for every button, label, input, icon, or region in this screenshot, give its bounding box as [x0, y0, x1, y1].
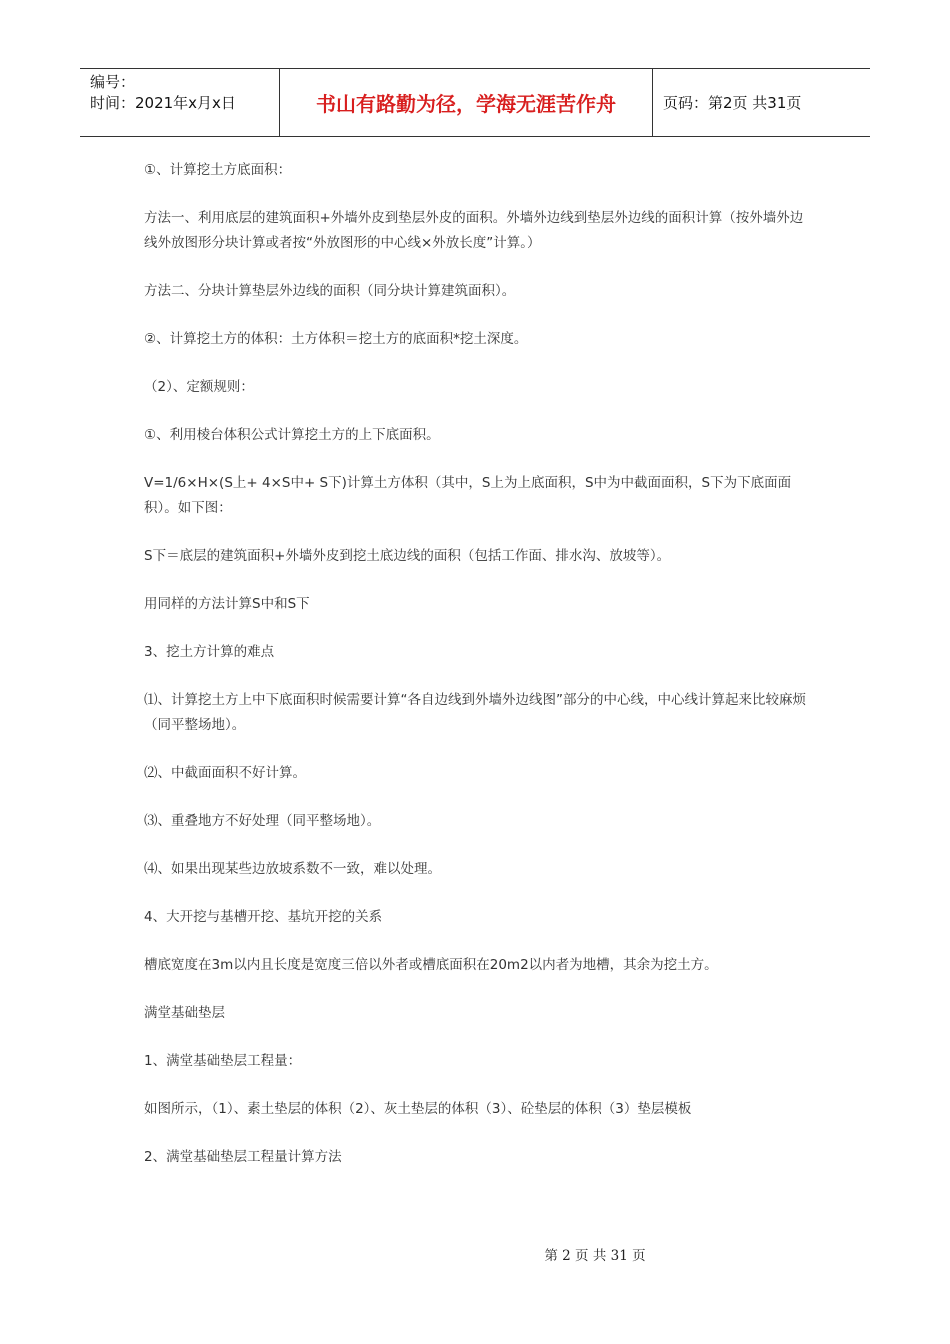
paragraph: 3、挖土方计算的难点 — [144, 644, 275, 660]
number-label: 编号： — [90, 73, 136, 91]
paragraph: 方法一、利用底层的建筑面积+外墙外皮到垫层外皮的面积。外墙外边线到垫层外边线的面积计算（按外墙外边线外放图形分块计算或者按“外放图形的中心线×外放长度”计算。） — [144, 210, 804, 251]
paragraph: 用同样的方法计算S中和S下 — [144, 596, 310, 612]
footer-page-number: 第 2 页 共 31 页 — [544, 1248, 646, 1264]
paragraph: V=1/6×H×(S上+ 4×S中+ S下)计算土方体积（其中，S上为上底面积，S中为中截面面积，S下为下底面面积）。如下图： — [144, 475, 792, 516]
paragraph: ②、计算挖土方的体积：土方体积＝挖土方的底面积*挖土深度。 — [144, 331, 528, 347]
paragraph: ①、利用棱台体积公式计算挖土方的上下底面积。 — [144, 427, 440, 443]
paragraph: S下＝底层的建筑面积+外墙外皮到挖土底边线的面积（包括工作面、排水沟、放坡等）。 — [144, 548, 671, 564]
paragraph: ⑴、计算挖土方上中下底面积时候需要计算“各自边线到外墙外边线图”部分的中心线，中心线计算起来比较麻烦（同平整场地）。 — [144, 692, 806, 733]
paragraph: ⑵、中截面面积不好计算。 — [144, 765, 306, 781]
document-body — [144, 158, 809, 1193]
paragraph: 4、大开挖与基槽开挖、基坑开挖的关系 — [144, 909, 383, 925]
header-page-info: 页码：第2页 共31页 — [663, 94, 802, 112]
paragraph: 满堂基础垫层 — [144, 1005, 225, 1021]
paragraph: 如图所示，（1）、素土垫层的体积（2）、灰土垫层的体积（3）、砼垫层的体积（3）垫层模板 — [144, 1101, 692, 1117]
paragraph: ⑷、如果出现某些边放坡系数不一致，难以处理。 — [144, 861, 441, 877]
page-header — [80, 68, 870, 137]
page-footer — [0, 1244, 950, 1264]
paragraph: （2）、定额规则： — [144, 379, 254, 395]
header-meta — [80, 69, 280, 136]
paragraph: ①、计算挖土方底面积： — [144, 162, 292, 178]
paragraph: 2、满堂基础垫层工程量计算方法 — [144, 1149, 342, 1165]
paragraph: 1、满堂基础垫层工程量： — [144, 1053, 302, 1069]
header-motto: 书山有路勤为径，学海无涯苦作舟 — [280, 69, 653, 136]
paragraph: 方法二、分块计算垫层外边线的面积（同分块计算建筑面积）。 — [144, 283, 516, 299]
paragraph: ⑶、重叠地方不好处理（同平整场地）。 — [144, 813, 381, 829]
time-label: 时间：2021年x月x日 — [90, 94, 236, 112]
paragraph: 槽底宽度在3m以内且长度是宽度三倍以外者或槽底面积在20m2以内者为地槽，其余为挖土方。 — [144, 957, 718, 973]
